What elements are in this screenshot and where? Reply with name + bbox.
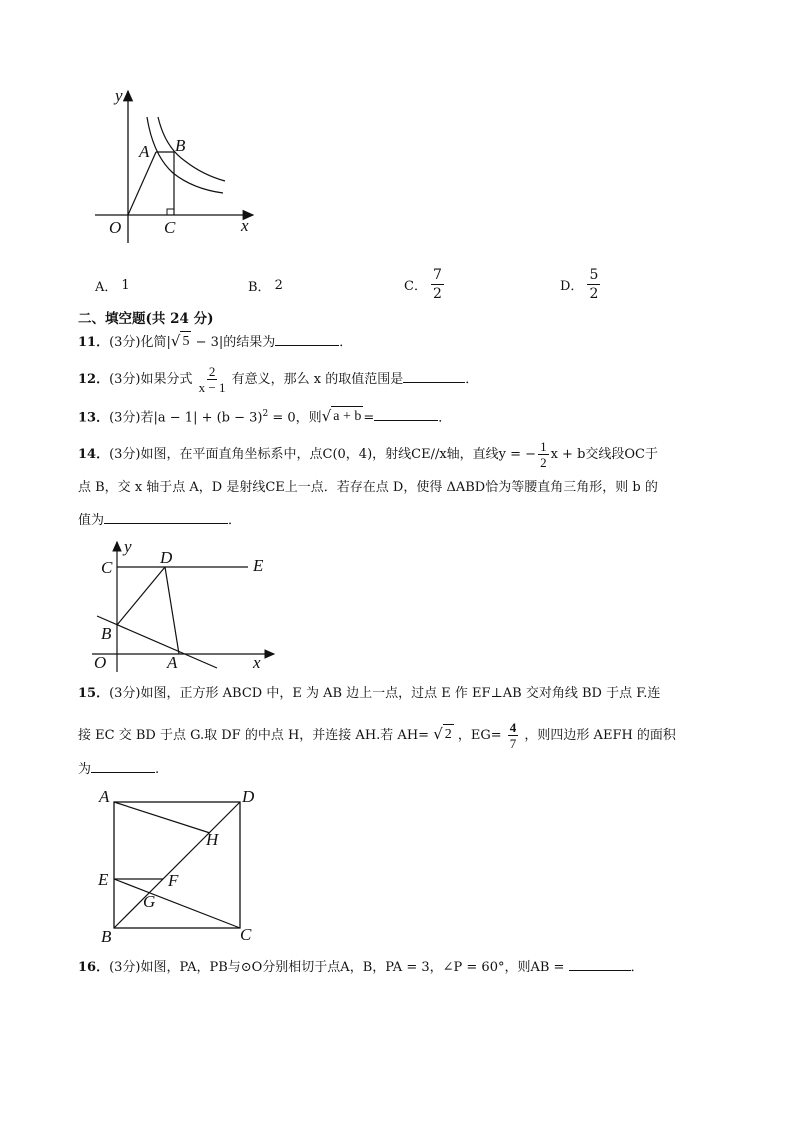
fraction-4-over-7: $\frac{4}{7}$ bbox=[509, 720, 517, 751]
label-e: E bbox=[253, 556, 264, 575]
answer-blank-15[interactable] bbox=[91, 758, 155, 773]
label-a: A bbox=[167, 653, 178, 672]
question-14-line-3: 值为 ． bbox=[78, 509, 241, 531]
question-14-line-2: 点 B，交 x 轴于点 A，D 是射线CE上一点．若存在点 D，使得 ΔABD恰为等腰直角三角形，则 b 的 bbox=[78, 480, 658, 495]
figure-hyperbola bbox=[85, 85, 265, 245]
fraction-c: $\frac{7}{2}$ bbox=[432, 267, 442, 302]
label-a: A bbox=[99, 787, 110, 806]
question-11: 11．(3分)化简| √ 5 − 3|的结果为 ． bbox=[78, 332, 353, 350]
label-o: O bbox=[94, 653, 107, 672]
section-title: 二、填空题(共 24 分) bbox=[78, 311, 214, 327]
fraction-2-over-x-1: $\frac{2}{x - 1}$ bbox=[198, 364, 226, 395]
question-16: 16．(3分)如图，PA，PB与⊙O分别相切于点A，B，PA = 3，∠P = 60°，则AB = ． bbox=[78, 956, 644, 978]
label-b: B bbox=[101, 624, 112, 643]
line-ab bbox=[97, 616, 217, 668]
label-d: D bbox=[242, 787, 255, 806]
label-b: B bbox=[175, 136, 186, 155]
label-o: O bbox=[109, 218, 122, 237]
sqrt-5: √ 5 bbox=[170, 332, 190, 350]
label-c: C bbox=[101, 558, 113, 577]
figure-square bbox=[92, 786, 267, 946]
label-a: A bbox=[139, 142, 150, 161]
label-c: C bbox=[240, 925, 252, 944]
question-15-line-3: 为 . bbox=[78, 758, 159, 780]
option-c: C． $\frac{7}{2}$ bbox=[404, 267, 442, 302]
fraction-d: $\frac{5}{2}$ bbox=[589, 267, 599, 302]
diagonal-bd bbox=[114, 802, 240, 928]
label-g: G bbox=[143, 892, 156, 911]
label-x: x bbox=[241, 216, 249, 235]
option-b: B． 2 bbox=[248, 278, 283, 295]
label-f: F bbox=[168, 871, 179, 890]
segment-bd bbox=[117, 567, 165, 625]
hyperbola-inner bbox=[147, 117, 223, 193]
question-15-line-1: 15．(3分)如图，正方形 ABCD 中，E 为 AB 边上一点，过点 E 作 EF⊥AB 交对角线 BD 于点 F.连 bbox=[78, 686, 661, 701]
answer-blank-13[interactable] bbox=[374, 406, 438, 421]
answer-blank-14[interactable] bbox=[104, 509, 228, 524]
label-y: y bbox=[115, 86, 123, 105]
question-14-line-1: 14．(3分)如图，在平面直角坐标系中，点C(0，4)，射线CE//x轴，直线y = − $\frac{1}{2}$ x + b交线段OC于 bbox=[78, 439, 658, 470]
sqrt-2: √ 2 bbox=[433, 725, 452, 743]
label-y: y bbox=[124, 537, 132, 556]
answer-blank-16[interactable] bbox=[569, 956, 631, 971]
label-x: x bbox=[253, 653, 261, 672]
label-b: B bbox=[101, 927, 112, 946]
sqrt-a-plus-b: √ a + b bbox=[321, 407, 362, 426]
option-d: D． $\frac{5}{2}$ bbox=[560, 267, 599, 302]
question-12: 12．(3分)如果分式 $\frac{2}{x - 1}$ 有意义，那么 x 的取值范围是 ． bbox=[78, 364, 479, 395]
question-13: 13．(3分)若$|a - 1| + (b - 3)^2 = 0$，则 √ a + b = ． bbox=[78, 407, 452, 426]
hyperbola-outer bbox=[158, 117, 225, 181]
option-a: A． 1 bbox=[95, 278, 130, 295]
label-c: C bbox=[164, 218, 176, 237]
right-angle-mark bbox=[167, 209, 174, 215]
label-h: H bbox=[206, 830, 219, 849]
segment-da bbox=[165, 567, 179, 654]
segment-oa bbox=[128, 152, 156, 215]
label-e: E bbox=[98, 870, 109, 889]
fraction-1-over-2: $\frac{1}{2}$ bbox=[540, 439, 547, 470]
segment-ah bbox=[114, 802, 210, 833]
question-15-line-2: 接 EC 交 BD 于点 G.取 DF 的中点 H，并连接 AH.若 AH= √ 2 ，EG= $\frac{4}{7}$ ，则四边形 AEFH 的面积 bbox=[78, 720, 676, 751]
label-d: D bbox=[160, 548, 173, 567]
answer-blank-12[interactable] bbox=[403, 368, 465, 383]
answer-blank-11[interactable] bbox=[275, 331, 339, 346]
figure-coordinate-triangle bbox=[88, 538, 288, 678]
